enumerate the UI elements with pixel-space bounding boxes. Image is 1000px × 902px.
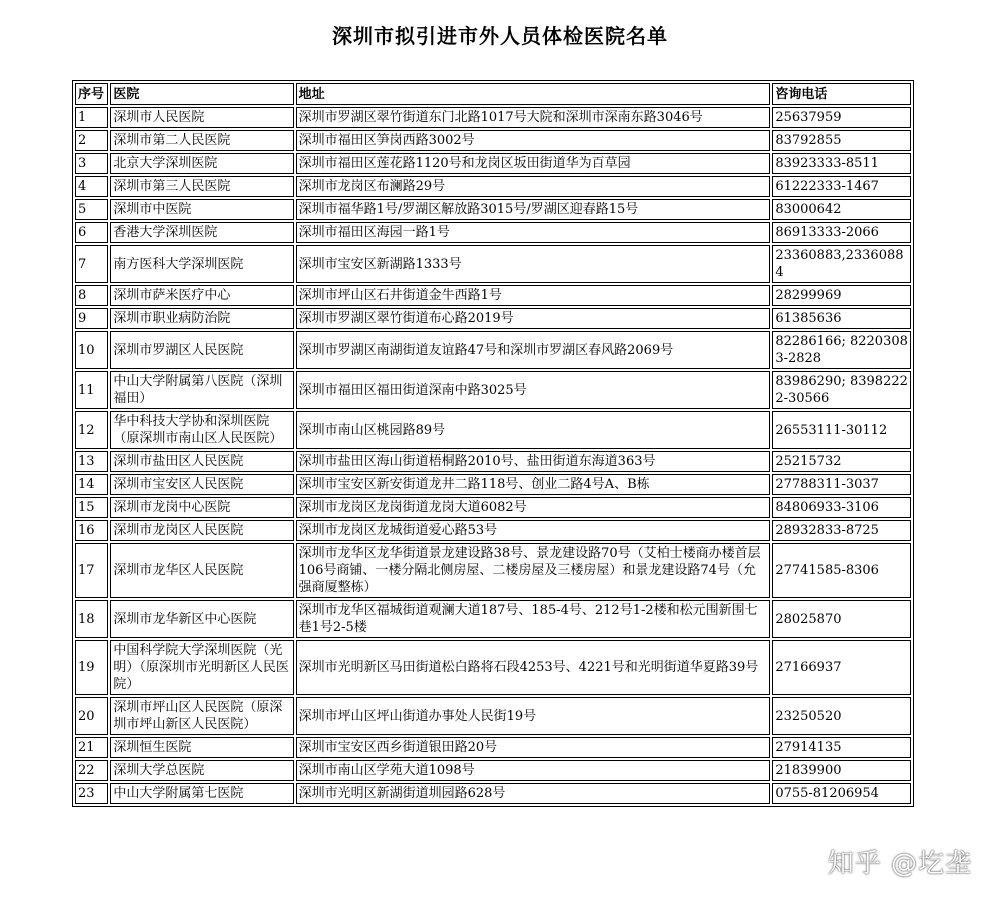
row-index: 11 xyxy=(75,371,108,409)
row-hospital: 深圳市人民医院 xyxy=(110,107,293,128)
row-hospital: 华中科技大学协和深圳医院（原深圳市南山区人民医院） xyxy=(110,411,293,449)
row-index: 19 xyxy=(75,640,108,695)
header-hospital: 医院 xyxy=(110,83,293,105)
table-row xyxy=(75,543,911,598)
row-phone: 27166937 xyxy=(772,640,911,695)
table-row xyxy=(75,497,911,518)
row-phone: 83792855 xyxy=(772,130,911,151)
table-row xyxy=(75,285,911,306)
row-phone: 86913333-2066 xyxy=(772,222,911,243)
row-address: 深圳市盐田区海山街道梧桐路2010号、盐田街道东海道363号 xyxy=(296,451,771,472)
row-address: 深圳市龙华区福城街道观澜大道187号、185-4号、212号1-2楼和松元围新围七巷1号2-5楼 xyxy=(296,600,771,638)
row-hospital: 深圳市职业病防治院 xyxy=(110,308,293,329)
table-row xyxy=(75,107,911,128)
row-phone: 83986290; 83982222-30566 xyxy=(772,371,911,409)
table-row xyxy=(75,331,911,369)
row-address: 深圳市福田区福田街道深南中路3025号 xyxy=(296,371,771,409)
row-hospital: 深圳市宝安区人民医院 xyxy=(110,474,293,495)
row-index: 8 xyxy=(75,285,108,306)
row-address: 深圳市坪山区石井街道金牛西路1号 xyxy=(296,285,771,306)
table-row xyxy=(75,697,911,735)
table-row xyxy=(75,222,911,243)
row-phone: 27741585-8306 xyxy=(772,543,911,598)
table-row xyxy=(75,520,911,541)
row-phone: 28025870 xyxy=(772,600,911,638)
row-address: 深圳市南山区学苑大道1098号 xyxy=(296,760,771,781)
row-hospital: 中国科学院大学深圳医院（光明）（原深圳市光明新区人民医院） xyxy=(110,640,293,695)
row-address: 深圳市南山区桃园路89号 xyxy=(296,411,771,449)
table-row xyxy=(75,783,911,804)
row-index: 22 xyxy=(75,760,108,781)
row-phone: 26553111-30112 xyxy=(772,411,911,449)
header-address: 地址 xyxy=(296,83,771,105)
row-index: 13 xyxy=(75,451,108,472)
table-row xyxy=(75,153,911,174)
row-phone: 82286166; 82203083-2828 xyxy=(772,331,911,369)
table-row xyxy=(75,451,911,472)
table-row xyxy=(75,640,911,695)
row-index: 16 xyxy=(75,520,108,541)
table-row xyxy=(75,474,911,495)
row-phone: 25637959 xyxy=(772,107,911,128)
page-title: 深圳市拟引进市外人员体检医院名单 xyxy=(332,24,668,48)
row-hospital: 南方医科大学深圳医院 xyxy=(110,245,293,283)
row-address: 深圳市福田区莲花路1120号和龙岗区坂田街道华为百草园 xyxy=(296,153,771,174)
row-index: 9 xyxy=(75,308,108,329)
row-index: 15 xyxy=(75,497,108,518)
row-phone: 25215732 xyxy=(772,451,911,472)
row-phone: 28932833-8725 xyxy=(772,520,911,541)
row-phone: 84806933-3106 xyxy=(772,497,911,518)
row-address: 深圳市光明新区马田街道松白路将石段4253号、4221号和光明街道华夏路39号 xyxy=(296,640,771,695)
row-hospital: 深圳大学总医院 xyxy=(110,760,293,781)
row-phone: 27914135 xyxy=(772,737,911,758)
row-hospital: 深圳市中医院 xyxy=(110,199,293,220)
row-index: 6 xyxy=(75,222,108,243)
row-hospital: 香港大学深圳医院 xyxy=(110,222,293,243)
row-hospital: 深圳市坪山区人民医院（原深圳市坪山新区人民医院） xyxy=(110,697,293,735)
row-phone: 61222333-1467 xyxy=(772,176,911,197)
table-row xyxy=(75,176,911,197)
row-address: 深圳市福华路1号/罗湖区解放路3015号/罗湖区迎春路15号 xyxy=(296,199,771,220)
row-hospital: 深圳市龙华区人民医院 xyxy=(110,543,293,598)
header-phone: 咨询电话 xyxy=(772,83,911,105)
row-index: 7 xyxy=(75,245,108,283)
hospital-table xyxy=(72,80,914,807)
row-hospital: 北京大学深圳医院 xyxy=(110,153,293,174)
row-address: 深圳市罗湖区翠竹街道东门北路1017号大院和深圳市深南东路3046号 xyxy=(296,107,771,128)
row-hospital: 中山大学附属第七医院 xyxy=(110,783,293,804)
row-phone: 0755-81206954 xyxy=(772,783,911,804)
row-phone: 23360883,23360884 xyxy=(772,245,911,283)
row-phone: 21839900 xyxy=(772,760,911,781)
table-row xyxy=(75,411,911,449)
table-row xyxy=(75,760,911,781)
row-index: 21 xyxy=(75,737,108,758)
row-phone: 83923333-8511 xyxy=(772,153,911,174)
row-address: 深圳市宝安区新湖路1333号 xyxy=(296,245,771,283)
row-index: 20 xyxy=(75,697,108,735)
row-hospital: 深圳市萨米医疗中心 xyxy=(110,285,293,306)
row-index: 4 xyxy=(75,176,108,197)
row-hospital: 深圳市龙岗中心医院 xyxy=(110,497,293,518)
table-row xyxy=(75,600,911,638)
row-index: 23 xyxy=(75,783,108,804)
row-index: 2 xyxy=(75,130,108,151)
row-phone: 61385636 xyxy=(772,308,911,329)
row-index: 10 xyxy=(75,331,108,369)
row-phone: 23250520 xyxy=(772,697,911,735)
row-hospital: 深圳恒生医院 xyxy=(110,737,293,758)
row-hospital: 深圳市第二人民医院 xyxy=(110,130,293,151)
row-address: 深圳市龙岗区龙岗街道龙岗大道6082号 xyxy=(296,497,771,518)
row-hospital: 深圳市龙华新区中心医院 xyxy=(110,600,293,638)
table-row xyxy=(75,245,911,283)
row-hospital: 深圳市龙岗区人民医院 xyxy=(110,520,293,541)
table-row xyxy=(75,199,911,220)
row-address: 深圳市罗湖区南湖街道友谊路47号和深圳市罗湖区春风路2069号 xyxy=(296,331,771,369)
row-address: 深圳市坪山区坪山街道办事处人民街19号 xyxy=(296,697,771,735)
row-phone: 28299969 xyxy=(772,285,911,306)
watermark: 知乎 @圪垄 xyxy=(827,849,972,879)
table-row xyxy=(75,130,911,151)
row-phone: 83000642 xyxy=(772,199,911,220)
row-address: 深圳市福田区笋岗西路3002号 xyxy=(296,130,771,151)
table-row xyxy=(75,737,911,758)
row-hospital: 深圳市第三人民医院 xyxy=(110,176,293,197)
row-hospital: 中山大学附属第八医院（深圳福田） xyxy=(110,371,293,409)
row-address: 深圳市福田区海园一路1号 xyxy=(296,222,771,243)
row-address: 深圳市光明区新湖街道圳园路628号 xyxy=(296,783,771,804)
row-hospital: 深圳市罗湖区人民医院 xyxy=(110,331,293,369)
row-phone: 27788311-3037 xyxy=(772,474,911,495)
row-address: 深圳市罗湖区翠竹街道布心路2019号 xyxy=(296,308,771,329)
row-index: 18 xyxy=(75,600,108,638)
row-hospital: 深圳市盐田区人民医院 xyxy=(110,451,293,472)
table-header-row xyxy=(75,83,911,105)
row-index: 5 xyxy=(75,199,108,220)
row-address: 深圳市龙华区龙华街道景龙建设路38号、景龙建设路70号（艾柏士楼商办楼首层106号商铺、一楼分隔北侧房屋、二楼房屋及三楼房屋）和景龙建设路74号（允强商厦整栋） xyxy=(296,543,771,598)
row-index: 17 xyxy=(75,543,108,598)
row-index: 3 xyxy=(75,153,108,174)
row-address: 深圳市宝安区西乡街道银田路20号 xyxy=(296,737,771,758)
row-address: 深圳市龙岗区龙城街道爱心路53号 xyxy=(296,520,771,541)
table-body xyxy=(75,107,911,804)
row-index: 12 xyxy=(75,411,108,449)
table-row xyxy=(75,308,911,329)
row-index: 14 xyxy=(75,474,108,495)
row-index: 1 xyxy=(75,107,108,128)
row-address: 深圳市宝安区新安街道龙井二路118号、创业二路4号A、B栋 xyxy=(296,474,771,495)
header-index: 序号 xyxy=(75,83,108,105)
table-row xyxy=(75,371,911,409)
row-address: 深圳市龙岗区布澜路29号 xyxy=(296,176,771,197)
